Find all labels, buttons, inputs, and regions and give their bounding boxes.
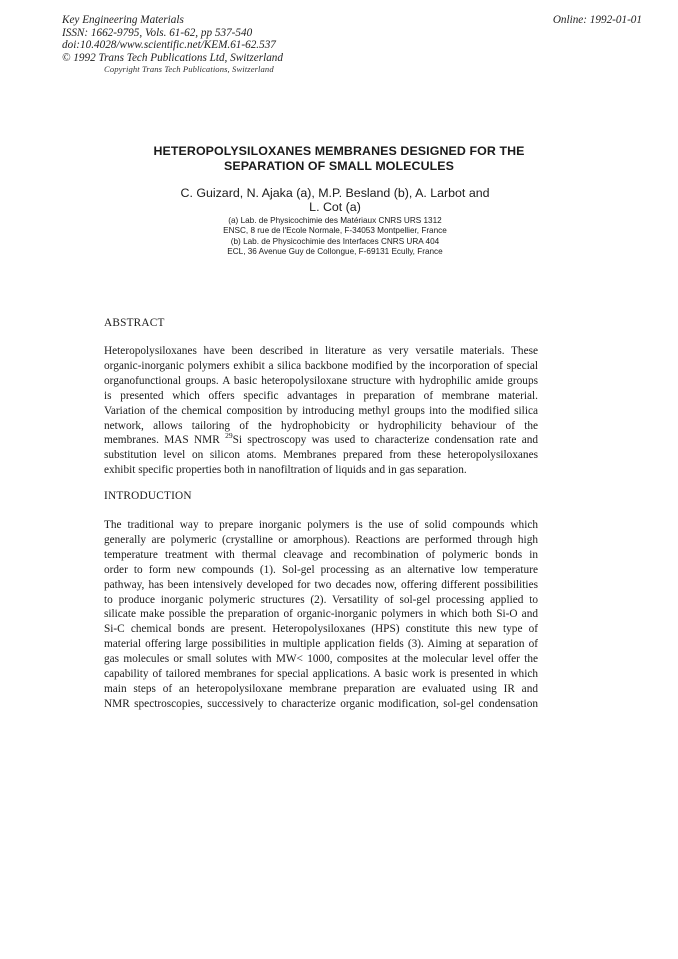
intro-line: silicate make possible the preparation of organic-inorganic polymers in which both Si-O and [104, 608, 538, 621]
copyright-stamp: Copyright Trans Tech Publications, Switzerland [104, 64, 274, 74]
doi-line: doi:10.4028/www.scientific.net/KEM.61-62.537 [62, 39, 276, 52]
affiliation-line: ECL, 36 Avenue Guy de Collongue, F-69131 Ecully, France [227, 246, 443, 256]
intro-line: main steps of an heteropolysiloxane membrane preparation are evaluated using IR and [104, 682, 538, 695]
abstract-line: exhibit specific properties both in nanofiltration of liquids and in gas separation. [104, 464, 467, 477]
abstract-line: organic-inorganic polymers exhibit a silica backbone modified by the incorporation of special [104, 359, 538, 372]
nmr-prefix: membranes. MAS NMR [104, 434, 226, 447]
title-line-2: SEPARATION OF SMALL MOLECULES [223, 159, 455, 173]
title-line-1: HETEROPOLYSILOXANES MEMBRANES DESIGNED FOR THE [153, 144, 525, 158]
authors-line-2: L. Cot (a) [309, 200, 361, 214]
intro-line: generally are polymeric (crystalline or amorphous). Reactions are performed through high [104, 533, 538, 546]
copyright-line: © 1992 Trans Tech Publications Ltd, Switzerland [62, 51, 283, 64]
citation-block [62, 14, 283, 64]
abstract-line: substitution level on silicon atoms. Membranes prepared from these heteropolysiloxanes [104, 449, 538, 462]
abstract-body [104, 344, 538, 478]
abstract-line: Heteropolysiloxanes have been described in literature as very versatile materials. These [104, 345, 538, 357]
nmr-suffix: Si spectroscopy was used to characterize condensation rate and [232, 434, 538, 447]
intro-line: NMR spectroscopies, successively to characterize organic modification, sol-gel condensation [104, 697, 538, 710]
abstract-line-nmr [104, 433, 538, 448]
intro-line: to produce inorganic polymeric structures (2). Versatility of sol-gel processing applied to [104, 593, 538, 606]
intro-line: Si-C chemical bonds are present. Heteropolysiloxanes (HPS) constitute this new type of [104, 623, 538, 636]
affiliation-line: ENSC, 8 rue de l'Ecole Normale, F-34053 Montpellier, France [223, 226, 447, 236]
abstract-line: organofunctional groups. A basic heteropolysiloxane structure with hydrophilic amide groups [104, 374, 538, 387]
abstract-line: is presented which offers specific advantages in preparation of membrane material. [104, 389, 538, 402]
online-date: Online: 1992-01-01 [552, 14, 642, 26]
introduction-body [104, 518, 538, 712]
affiliations [100, 216, 570, 257]
intro-line: capability of tailored membranes for special applications. A basic work is presented in which [104, 668, 538, 681]
journal-name: Key Engineering Materials [62, 14, 184, 26]
abstract-line: Variation of the chemical composition by introducing methyl groups into the modified silica [104, 404, 538, 417]
introduction-heading: INTRODUCTION [104, 490, 192, 502]
intro-line: material offering large possibilities in multiple application fields (3). Aiming at separation of [104, 638, 538, 651]
paper-title [100, 144, 578, 174]
issn-line: ISSN: 1662-9795, Vols. 61-62, pp 537-540 [62, 26, 253, 39]
intro-line: temperature treatment with thermal cleavage and recombination of polymeric bonds in [104, 548, 538, 561]
authors-line-1: C. Guizard, N. Ajaka (a), M.P. Besland (b), A. Larbot and [180, 186, 490, 200]
abstract-heading: ABSTRACT [104, 317, 165, 329]
abstract-line: network, allows tailoring of the hydrophobicity or hydrophilicity behaviour of the [104, 419, 538, 432]
authors [100, 186, 570, 214]
intro-line: gas molecules or small solutes with MW< 1000, composites at the molecular level offer the [104, 653, 538, 666]
affiliation-line: (a) Lab. de Physicochimie des Matériaux CNRS URS 1312 [228, 216, 442, 225]
intro-line: The traditional way to prepare inorganic polymers is the use of solid compounds which [104, 519, 538, 531]
intro-line: order to form new compounds (1). Sol-gel processing as an alternative low temperature [104, 563, 538, 576]
isotope-superscript: 29 [225, 433, 233, 441]
intro-line: pathway, has been intensively developed for two decades now, offering different possibilities [104, 578, 538, 591]
affiliation-line: (b) Lab. de Physicochimie des Interfaces CNRS URA 404 [230, 236, 440, 246]
